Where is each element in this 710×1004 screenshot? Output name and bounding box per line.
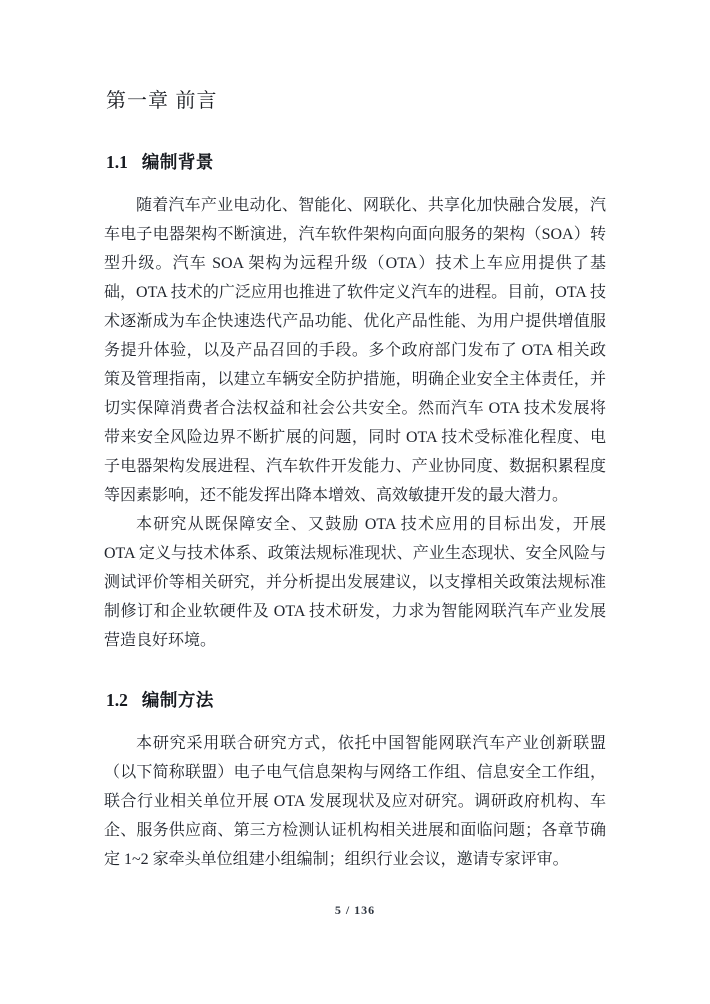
paragraph: 本研究从既保障安全、又鼓励 OTA 技术应用的目标出发，开展 OTA 定义与技术体系、政策法规标准现状、产业生态现状、安全风险与测试评价等相关研究，并分析提出发展建议，以支撑相关政策法规标准制修订和企业软硬件及 OTA 技术研发，力求为智能网联汽车产业发展营造良好环境。 bbox=[104, 516, 606, 649]
section-heading-1-1 bbox=[106, 150, 606, 174]
section-number: 1.1 bbox=[106, 152, 128, 172]
page-content bbox=[0, 88, 710, 874]
section-title: 编制方法 bbox=[141, 690, 214, 710]
chapter-title: 第一章 前言 bbox=[106, 90, 218, 112]
section-title: 编制背景 bbox=[141, 152, 214, 172]
section-heading-1-2 bbox=[106, 688, 606, 712]
paragraph: 随着汽车产业电动化、智能化、网联化、共享化加快融合发展，汽车电子电器架构不断演进，汽车软件架构向面向服务的架构（SOA）转型升级。汽车 SOA 架构为远程升级（OTA）技术上车应用提供了基础，OTA 技术的广泛应用也推进了软件定义汽车的进程。目前，OTA 技术逐渐成为车企快速迭代产品功能、优化产品性能、为用户提供增值服务提升体验，以及产品召回的手段。多个政府部门发布了 OTA 相关政策及管理指南，以建立车辆安全防护措施，明确企业安全主体责任，并切实保障消费者合法权益和社会公共安全。然而汽车 OTA 技术发展将带来安全风险边界不断扩展的问题，同时 OTA 技术受标准化程度、电子电器架构发展进程、汽车软件开发能力、产业协同度、数据积累程度等因素影响，还不能发挥出降本增效、高效敏捷开发的最大潜力。 bbox=[104, 197, 606, 504]
page-number: 5 / 136 bbox=[334, 903, 376, 917]
paragraph: 本研究采用联合研究方式，依托中国智能网联汽车产业创新联盟（以下简称联盟）电子电气信息架构与网络工作组、信息安全工作组，联合行业相关单位开展 OTA 发展现状及应对研究。调研政府机构、车企、服务供应商、第三方检测认证机构相关进展和面临问题；各章节确定 1~2 家牵头单位组建小组编制；组织行业会议，邀请专家评审。 bbox=[104, 735, 606, 868]
section-number: 1.2 bbox=[106, 690, 128, 710]
